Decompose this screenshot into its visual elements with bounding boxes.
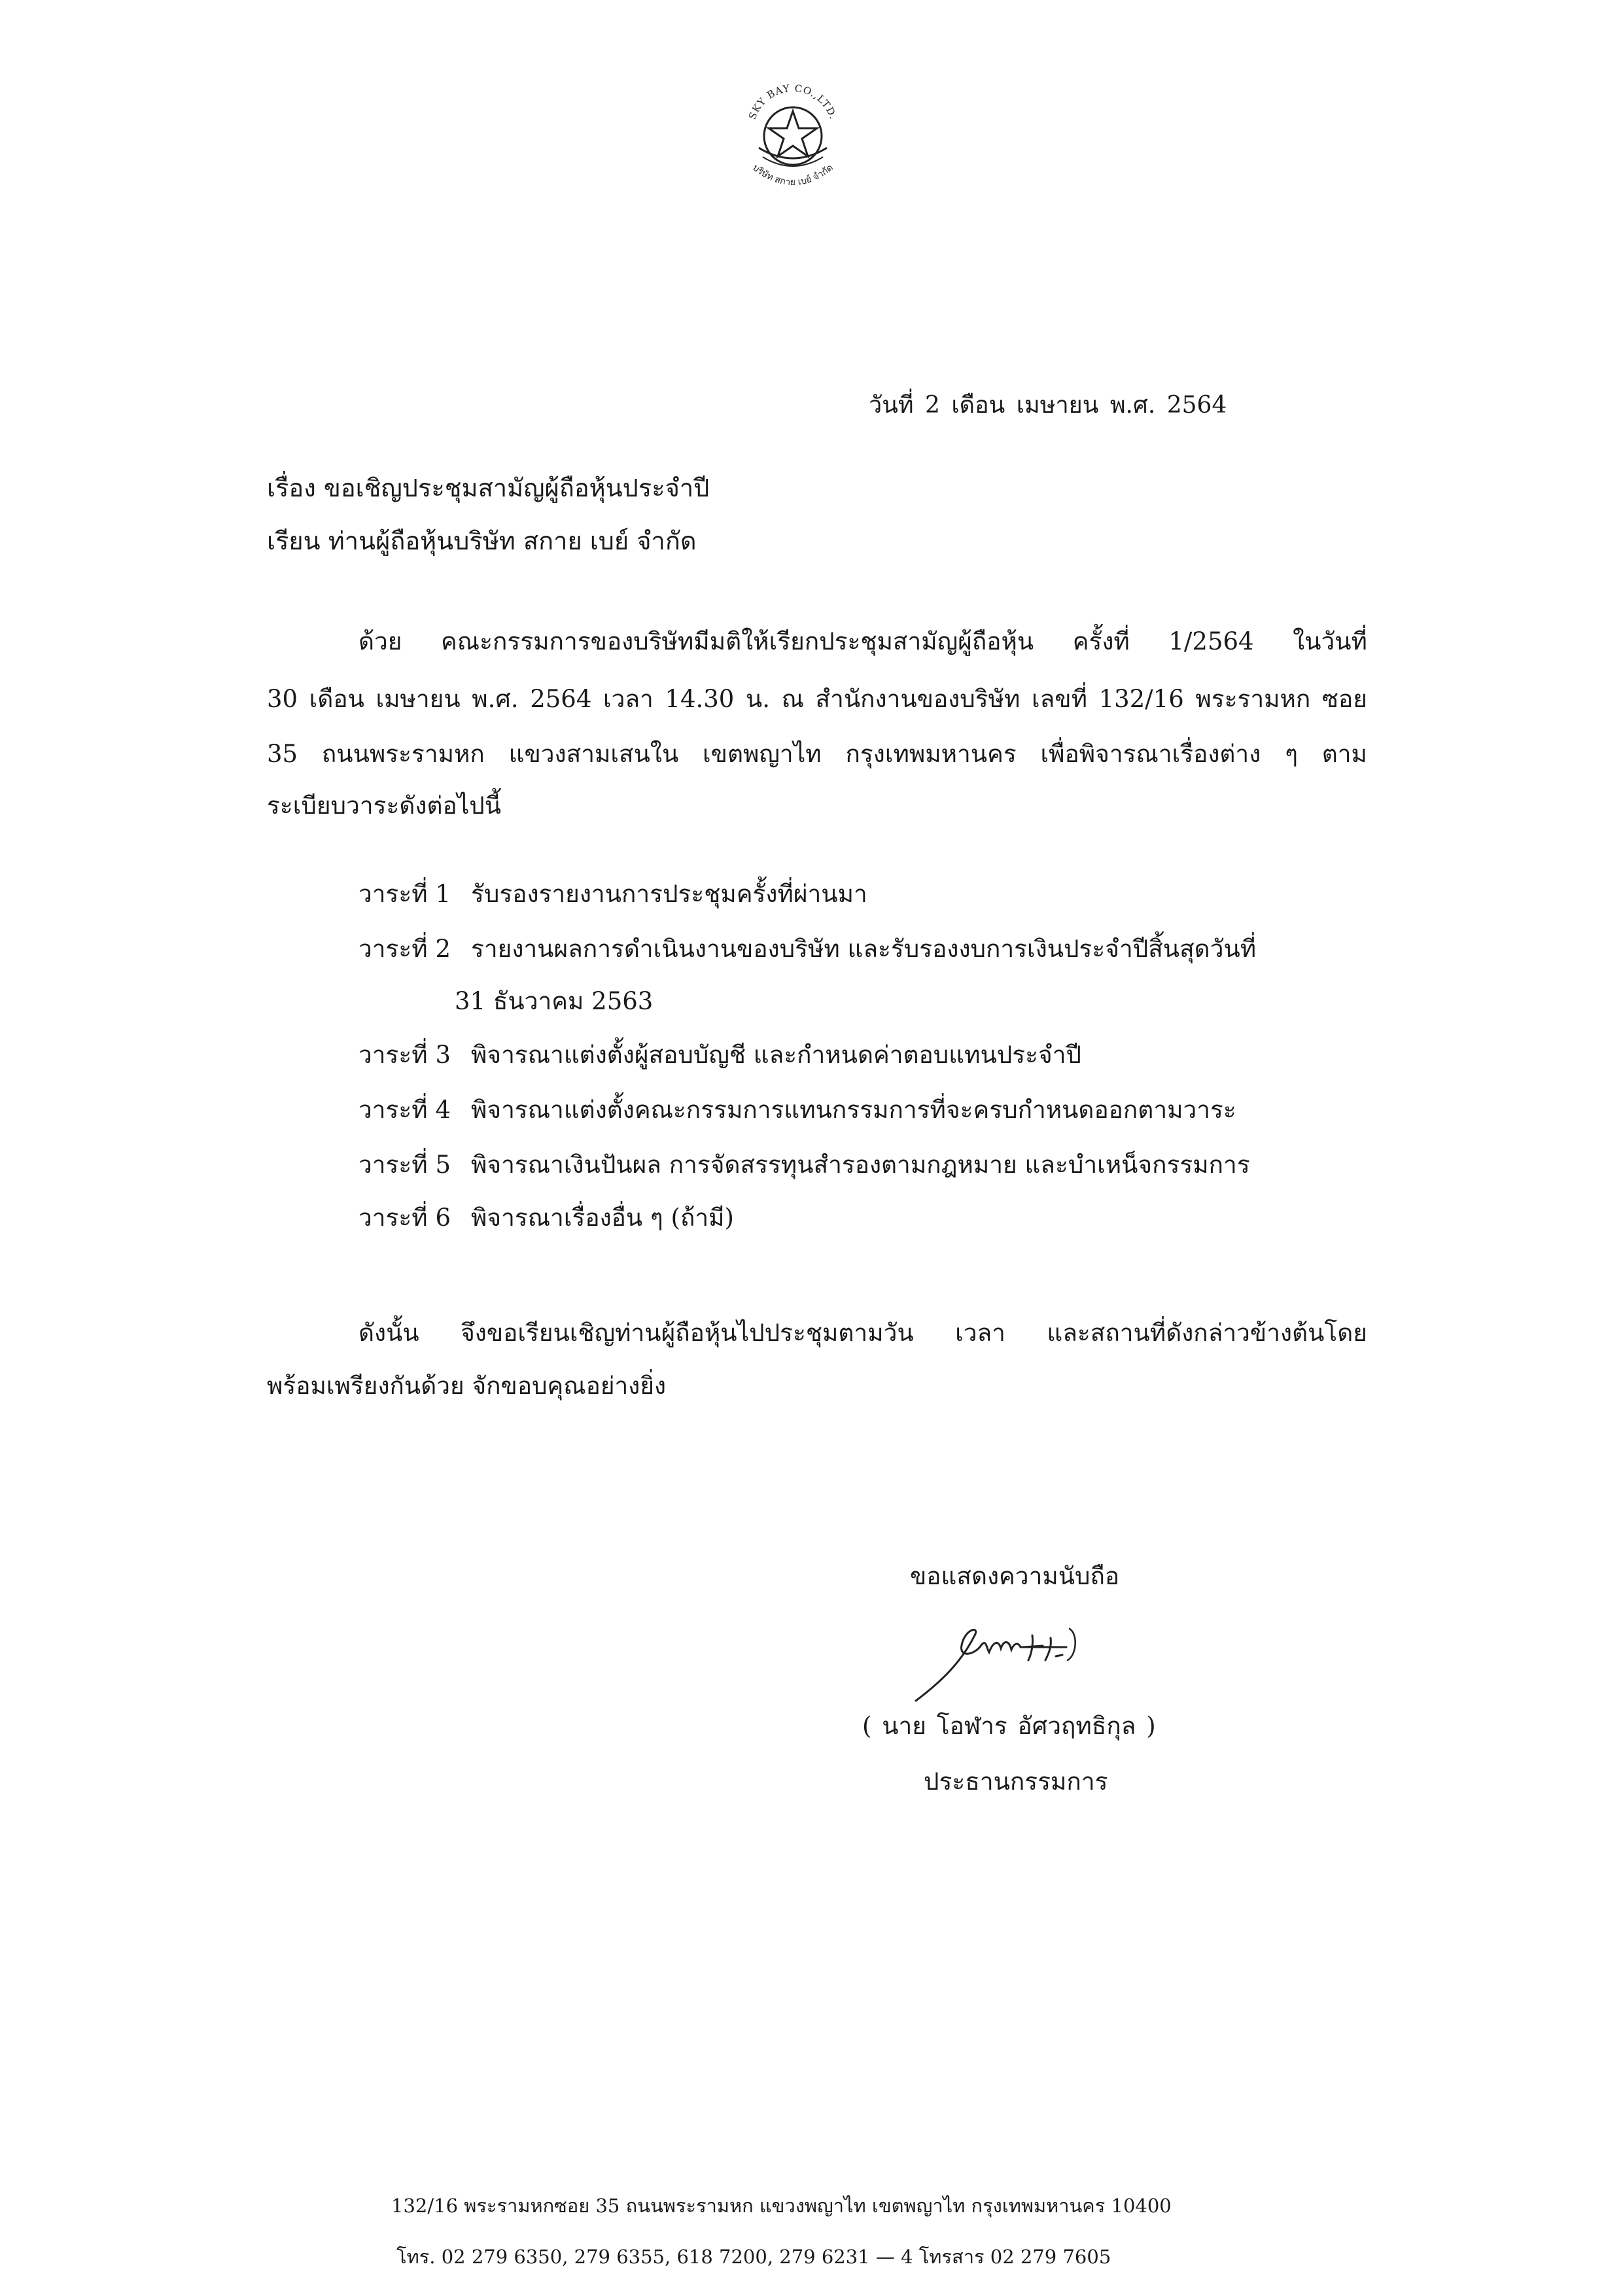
star-emblem-icon — [727, 71, 858, 201]
agenda-text: พิจารณาเงินปันผล การจัดสรรทุนสำรองตามกฎหมาย และบำเหน็จกรรมการ — [471, 1151, 1250, 1179]
closing-line: ดังนั้น จึงขอเรียนเชิญท่านผู้ถือหุ้นไปประชุมตามวัน เวลา และสถานที่ดังกล่าวข้างต้นโดย — [358, 1319, 1367, 1347]
agenda-text: พิจารณาเรื่องอื่น ๆ (ถ้ามี) — [471, 1204, 734, 1232]
agenda-number: วาระที่ 4 — [358, 1096, 451, 1124]
agenda-number: วาระที่ 1 — [358, 880, 451, 908]
agenda-text: รายงานผลการดำเนินงานของบริษัท และรับรองงบการเงินประจำปีสิ้นสุดวันที่ — [471, 935, 1257, 963]
signature — [903, 1609, 1125, 1707]
logo-text-top: SKY BAY CO.,LTD. — [746, 82, 840, 122]
footer-address: 132/16 พระรามหกซอย 35 ถนนพระรามหก แขวงพญาไท เขตพญาไท กรุงเทพมหานคร 10400 — [391, 2195, 1172, 2217]
intro-line: 30 เดือน เมษายน พ.ศ. 2564 เวลา 14.30 น. ณ สำนักงานของบริษัท เลขที่ 132/16 พระรามหก ซอย — [267, 685, 1367, 713]
agenda-number: วาระที่ 3 — [358, 1041, 451, 1069]
letter-date: วันที่ 2 เดือน เมษายน พ.ศ. 2564 — [869, 392, 1227, 419]
signer-title: ประธานกรรมการ — [924, 1767, 1108, 1796]
intro-line: ด้วย คณะกรรมการของบริษัทมีมติให้เรียกประชุมสามัญผู้ถือหุ้น ครั้งที่ 1/2564 ในวันที่ — [358, 627, 1367, 655]
agenda-number: วาระที่ 2 — [358, 935, 451, 963]
agenda-text: พิจารณาแต่งตั้งผู้สอบบัญชี และกำหนดค่าตอบแทนประจำปี — [471, 1041, 1081, 1069]
sign-off: ขอแสดงความนับถือ — [910, 1562, 1120, 1590]
company-logo — [727, 71, 858, 201]
letter-subject: เรื่อง ขอเชิญประชุมสามัญผู้ถือหุ้นประจำปี — [267, 474, 710, 502]
svg-text:SKY BAY CO.,LTD. — [746, 82, 839, 121]
intro-line: ระเบียบวาระดังต่อไปนี้ — [267, 791, 502, 820]
agenda-number: วาระที่ 5 — [358, 1151, 451, 1179]
closing-line: พร้อมเพรียงกันด้วย จักขอบคุณอย่างยิ่ง — [267, 1372, 667, 1400]
agenda-text: พิจารณาแต่งตั้งคณะกรรมการแทนกรรมการที่จะครบกำหนดออกตามวาระ — [471, 1096, 1236, 1124]
agenda-text: รับรองรายงานการประชุมครั้งที่ผ่านมา — [471, 880, 867, 908]
agenda-text-continued: 31 ธันวาคม 2563 — [455, 987, 654, 1015]
agenda-number: วาระที่ 6 — [358, 1204, 451, 1232]
intro-line: 35 ถนนพระรามหก แขวงสามเสนใน เขตพญาไท กรุงเทพมหานคร เพื่อพิจารณาเรื่องต่าง ๆ ตาม — [267, 740, 1367, 768]
footer-phone: โทร. 02 279 6350, 279 6355, 618 7200, 279 6231 — 4 โทรสาร 02 279 7605 — [396, 2246, 1111, 2268]
logo-text-bottom: บริษัท สกาย เบย์ จำกัด — [750, 162, 835, 188]
signer-name: ( นาย โอฬาร อัศวฤทธิกุล ) — [862, 1712, 1156, 1740]
letter-recipient: เรียน ท่านผู้ถือหุ้นบริษัท สกาย เบย์ จำกัด — [267, 527, 697, 555]
